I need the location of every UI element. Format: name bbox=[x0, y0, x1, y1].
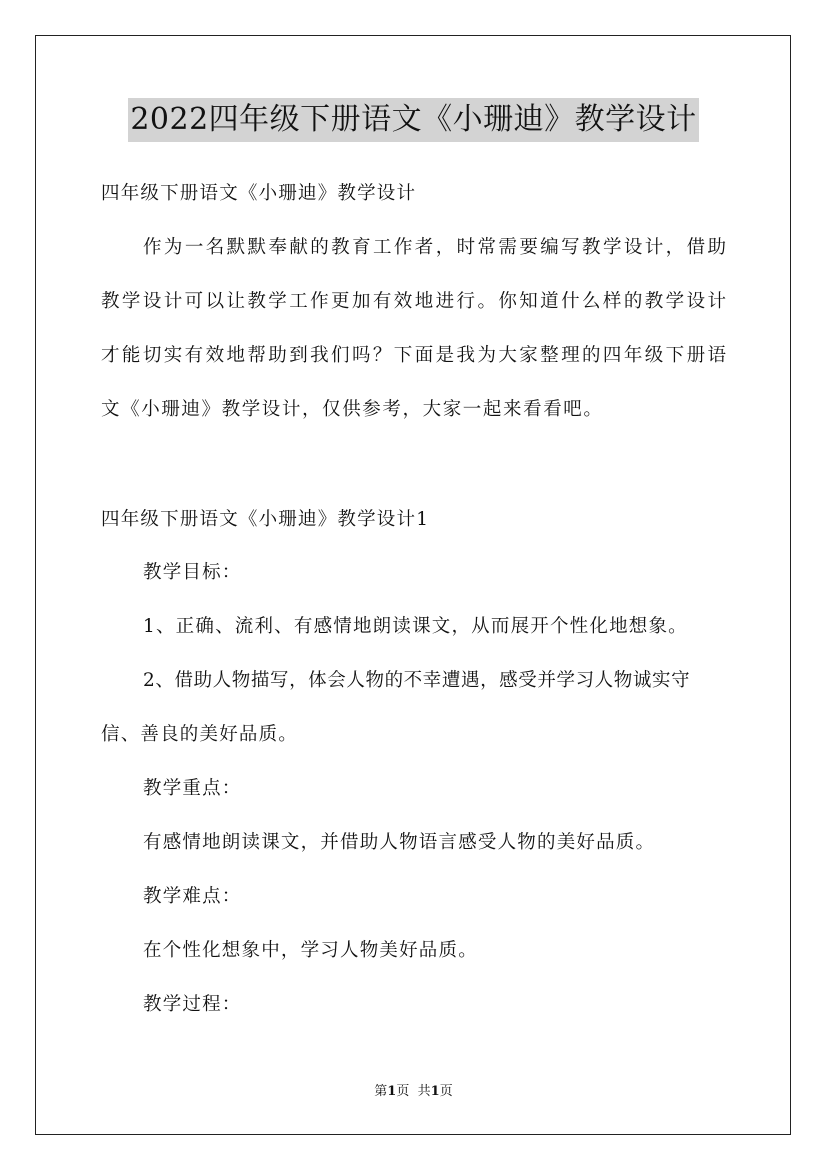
page-suffix: 页 bbox=[396, 1084, 410, 1099]
document-title: 2022四年级下册语文《小珊迪》教学设计 bbox=[128, 98, 698, 142]
document-subtitle: 四年级下册语文《小珊迪》教学设计 bbox=[101, 183, 417, 204]
section-heading: 四年级下册语文《小珊迪》教学设计1 bbox=[101, 509, 430, 530]
difficulties-text: 在个性化想象中，学习人物美好品质。 bbox=[143, 940, 478, 961]
total-pages: 1 bbox=[430, 1084, 440, 1099]
goals-label: 教学目标： bbox=[143, 562, 242, 583]
intro-paragraph-line-2: 教学设计可以让教学工作更加有效地进行。你知道什么样的教学设计 bbox=[101, 291, 726, 312]
title-container bbox=[0, 98, 827, 142]
page-prefix: 第 bbox=[374, 1084, 388, 1099]
page-number: 1 bbox=[387, 1084, 397, 1099]
intro-paragraph-line-4: 文《小珊迪》教学设计，仅供参考，大家一起来看看吧。 bbox=[101, 399, 604, 420]
goal-item-2-line-2: 信、善良的美好品质。 bbox=[101, 724, 299, 745]
goal-item-2-line-1: 2、借助人物描写，体会人物的不幸遭遇，感受并学习人物诚实守 bbox=[143, 670, 691, 691]
total-suffix: 页 bbox=[439, 1084, 453, 1099]
intro-paragraph-line-3: 才能切实有效地帮助到我们吗？下面是我为大家整理的四年级下册语 bbox=[101, 345, 726, 366]
process-label: 教学过程： bbox=[143, 994, 242, 1015]
intro-paragraph-line-1: 作为一名默默奉献的教育工作者，时常需要编写教学设计，借助 bbox=[143, 237, 726, 258]
page-footer bbox=[0, 1083, 827, 1101]
goal-item-1: 1、正确、流利、有感情地朗读课文，从而展开个性化地想象。 bbox=[143, 616, 688, 637]
key-points-text: 有感情地朗读课文，并借助人物语言感受人物的美好品质。 bbox=[143, 832, 656, 853]
key-points-label: 教学重点： bbox=[143, 778, 242, 799]
difficulties-label: 教学难点： bbox=[143, 886, 242, 907]
total-prefix: 共 bbox=[417, 1084, 431, 1099]
